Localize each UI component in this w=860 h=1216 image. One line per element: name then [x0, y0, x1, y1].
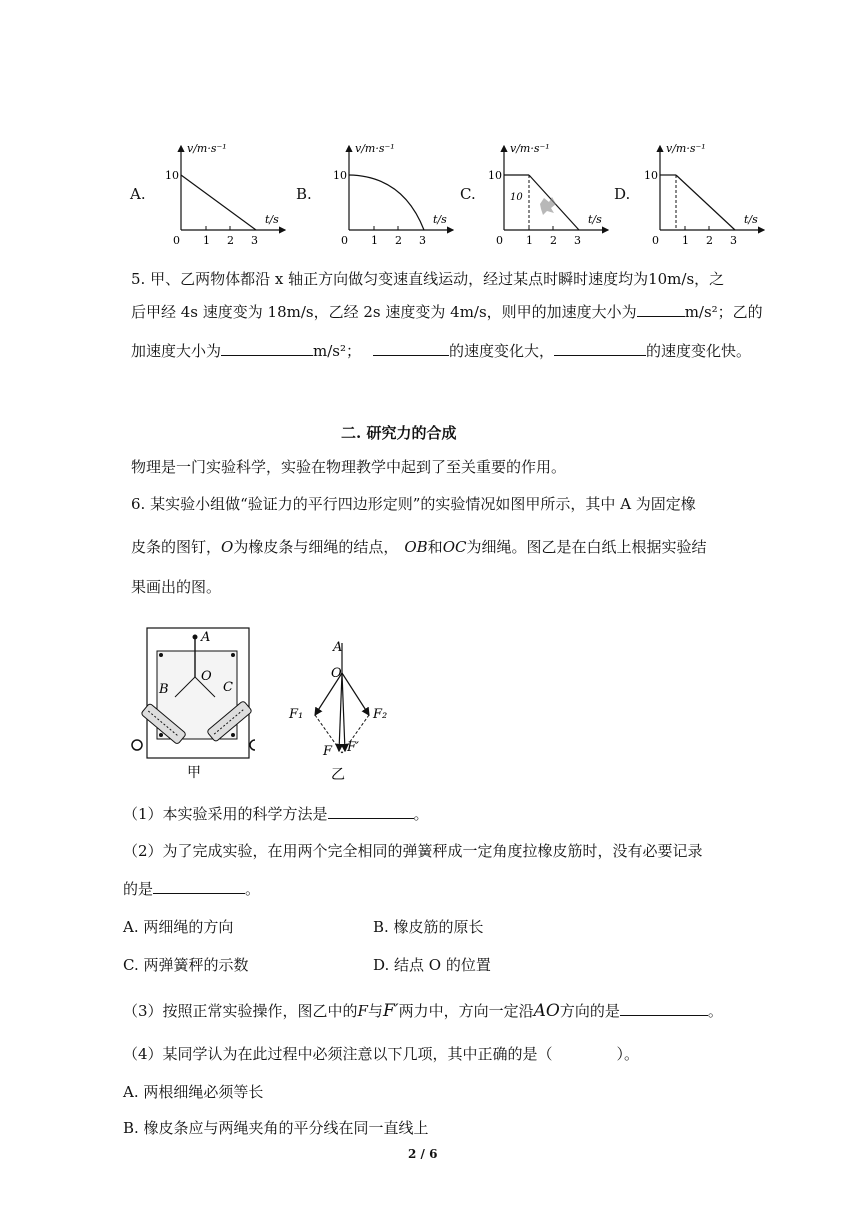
velocity-line	[181, 175, 256, 230]
x-tick-2: 2	[395, 234, 402, 247]
sub2-option-d[interactable]: D. 结点 O 的位置	[373, 956, 491, 974]
sub4-option-a[interactable]: A. 两根细绳必须等长	[123, 1083, 264, 1101]
sub2-line2: 的是 。	[123, 880, 261, 898]
label-f2: F₂	[373, 707, 388, 722]
label-b: B	[159, 682, 169, 697]
sub3-blank[interactable]	[620, 1000, 708, 1016]
x-tick-1: 1	[682, 234, 689, 247]
sub2-blank[interactable]	[153, 878, 245, 894]
option-b-letter: B.	[296, 185, 312, 203]
x-tick-3: 3	[574, 234, 581, 247]
q5-blank-3[interactable]	[373, 340, 449, 356]
x-tick-0: 0	[496, 234, 503, 247]
x-axis-label: t/s	[744, 213, 758, 226]
sub2-option-b[interactable]: B. 橡皮筋的原长	[373, 918, 484, 936]
label-o: O	[201, 669, 212, 684]
force-f-prime	[342, 673, 345, 751]
force-f2	[342, 673, 369, 715]
q5-blank-2[interactable]	[221, 340, 313, 356]
sub1-line: （1）本实验采用的科学方法是 。	[123, 805, 429, 823]
x-tick-2: 2	[227, 234, 234, 247]
x-axis-label: t/s	[588, 213, 602, 226]
intro-text: 物理是一门实验科学，实验在物理教学中起到了至关重要的作用。	[131, 458, 567, 476]
x-axis-label: t/s	[433, 213, 447, 226]
y-axis-label: v/m·s⁻¹	[355, 142, 395, 155]
label-f1: F₁	[289, 707, 304, 722]
x-tick-0: 0	[341, 234, 348, 247]
sub3-line: （3）按照正常实验操作，图乙中的F与F′两力中，方向一定沿AO方向的是 。	[123, 1001, 723, 1021]
label-f-prime: F′	[347, 740, 359, 755]
x-tick-2: 2	[550, 234, 557, 247]
q5-line3: 加速度大小为 m/s²； 的速度变化大， 的速度变化快。	[131, 342, 752, 360]
sub2-option-a[interactable]: A. 两细绳的方向	[123, 918, 234, 936]
inner-label: 10	[510, 192, 523, 203]
label-a: A	[201, 630, 211, 645]
y-tick-10: 10	[165, 169, 179, 182]
section-title: 二. 研究力的合成	[341, 424, 457, 442]
graph-c	[488, 138, 618, 250]
q5-line1: 5. 甲、乙两物体都沿 x 轴正方向做匀变速直线运动，经过某点时瞬时速度均为10m/s，之	[131, 270, 725, 288]
label-o: O	[331, 666, 342, 681]
figure-jia	[125, 625, 255, 785]
y-tick-10: 10	[333, 169, 347, 182]
sub4-option-b[interactable]: B. 橡皮条应与两绳夹角的平分线在同一直线上	[123, 1119, 429, 1137]
q6-line1: 6. 某实验小组做“验证力的平行四边形定则”的实验情况如图甲所示，其中 A 为固定橡	[131, 495, 696, 513]
option-a-letter: A.	[130, 185, 146, 203]
option-d-letter: D.	[614, 185, 631, 203]
ink-smudge	[540, 197, 556, 215]
caption-jia: 甲	[187, 765, 201, 781]
sub2-option-c[interactable]: C. 两弹簧秤的示数	[123, 956, 249, 974]
x-tick-1: 1	[526, 234, 533, 247]
label-a: A	[333, 640, 343, 655]
x-tick-3: 3	[419, 234, 426, 247]
q6-line2: 皮条的图钉，O为橡皮条与细绳的结点， OB和OC为细绳。图乙是在白纸上根据实验结	[131, 538, 707, 556]
q5-blank-4[interactable]	[554, 340, 646, 356]
velocity-line	[676, 175, 735, 230]
x-tick-1: 1	[371, 234, 378, 247]
x-tick-3: 3	[730, 234, 737, 247]
graph-b	[333, 138, 463, 250]
x-tick-0: 0	[173, 234, 180, 247]
y-axis-label: v/m·s⁻¹	[666, 142, 706, 155]
graph-d	[644, 138, 774, 250]
sub1-blank[interactable]	[328, 803, 414, 819]
sub4-line: （4）某同学认为在此过程中必须注意以下几项，其中正确的是（ ）。	[123, 1045, 640, 1063]
sub2-line1: （2）为了完成实验，在用两个完全相同的弹簧秤成一定角度拉橡皮筋时，没有必要记录	[123, 842, 703, 860]
x-tick-0: 0	[652, 234, 659, 247]
caption-yi: 乙	[331, 767, 345, 783]
option-c-letter: C.	[460, 185, 476, 203]
q5-blank-1[interactable]	[637, 301, 685, 317]
q6-line3: 果画出的图。	[131, 578, 222, 596]
y-axis-label: v/m·s⁻¹	[187, 142, 227, 155]
figure-yi	[285, 635, 395, 785]
y-axis-label: v/m·s⁻¹	[510, 142, 550, 155]
x-tick-2: 2	[706, 234, 713, 247]
force-f	[339, 673, 342, 751]
y-tick-10: 10	[644, 169, 658, 182]
page-number: 2 / 6	[408, 1147, 438, 1161]
label-f: F	[323, 744, 333, 759]
x-tick-3: 3	[251, 234, 258, 247]
y-tick-10: 10	[488, 169, 502, 182]
q5-line2: 后甲经 4s 速度变为 18m/s，乙经 2s 速度变为 4m/s，则甲的加速度大小为 m/s²；乙的	[131, 303, 763, 321]
graph-a	[165, 138, 295, 250]
x-tick-1: 1	[203, 234, 210, 247]
label-c: C	[223, 680, 233, 695]
velocity-curve	[349, 175, 424, 230]
x-axis-label: t/s	[265, 213, 279, 226]
